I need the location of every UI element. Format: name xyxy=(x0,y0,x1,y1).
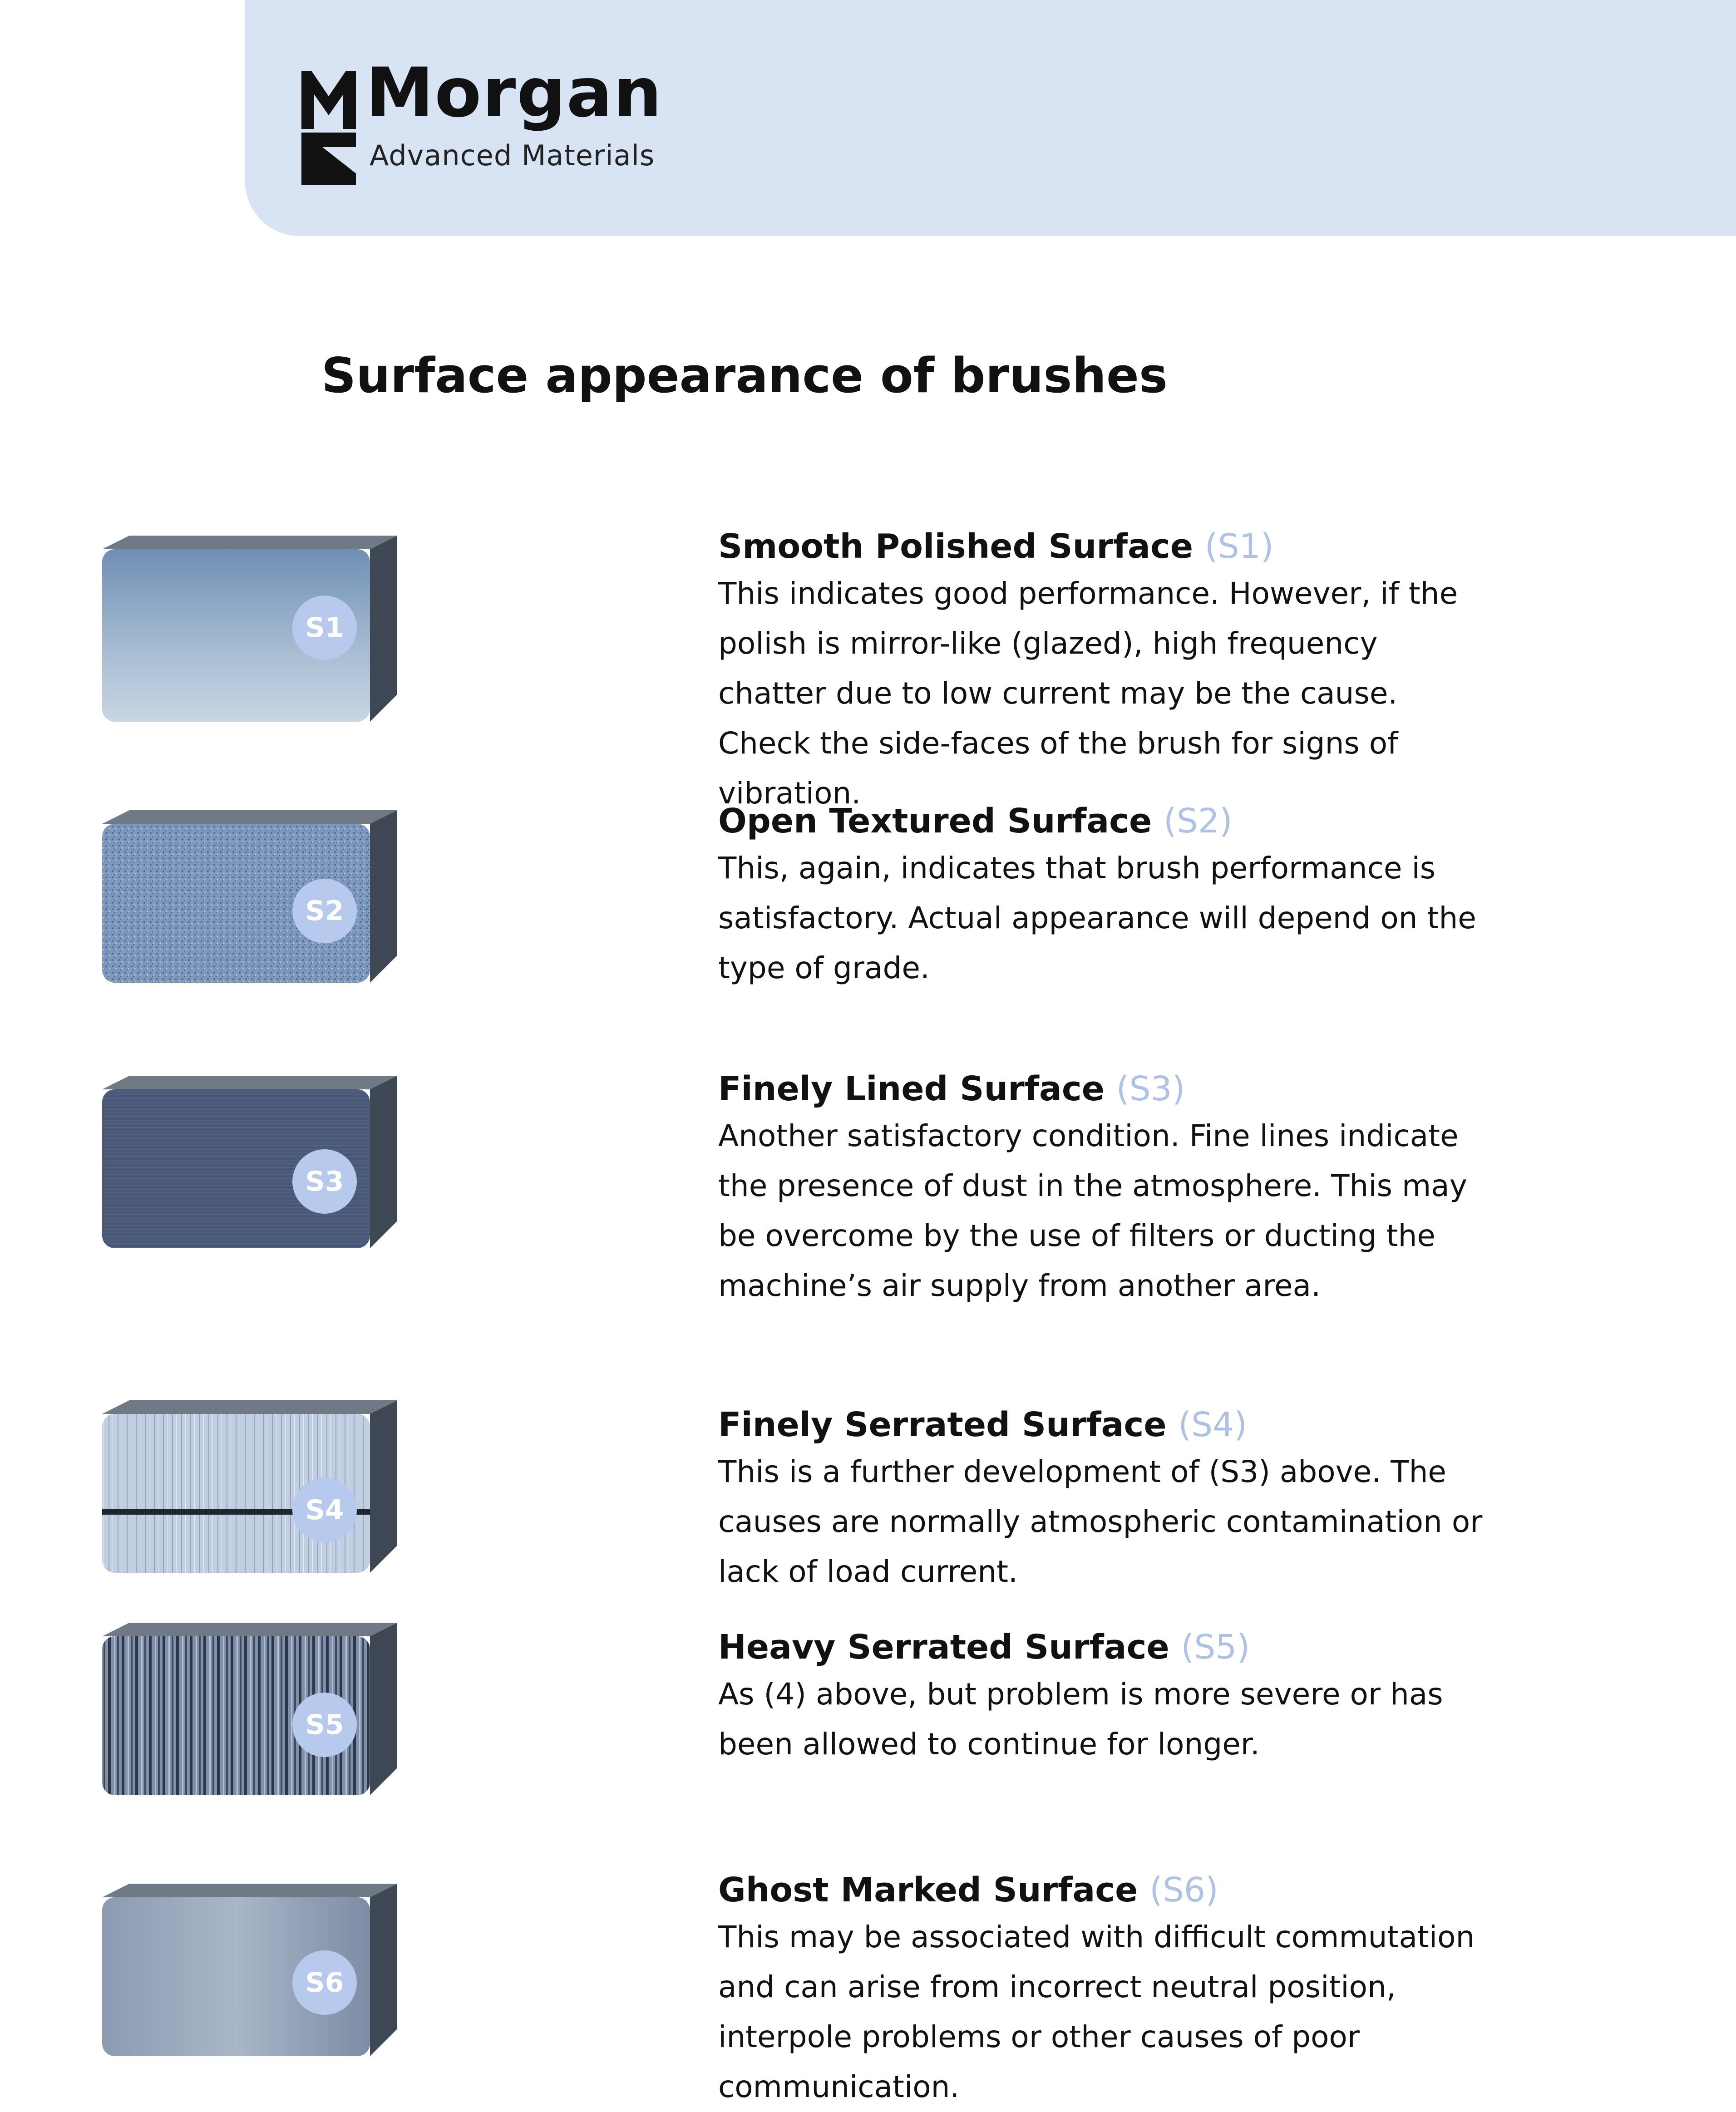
item-body: This may be associated with difficult commutation and can arise from incorrect neutral position, interpole problems or other causes of poor communication. xyxy=(718,1919,1475,2104)
item-body: As (4) above, but problem is more severe or has been allowed to continue for longer. xyxy=(718,1676,1443,1762)
brand-subtitle: Advanced Materials xyxy=(370,139,655,172)
badge-s4: S4 xyxy=(292,1478,357,1542)
item-s4 xyxy=(718,1405,1490,1597)
badge-s1: S1 xyxy=(292,596,357,660)
brush-image-s1 xyxy=(79,531,443,749)
item-s2 xyxy=(718,801,1490,993)
item-s6 xyxy=(718,1870,1490,2112)
badge-s2: S2 xyxy=(292,879,357,943)
item-title-text: Ghost Marked Surface xyxy=(718,1871,1138,1910)
badge-s6: S6 xyxy=(292,1950,357,2015)
item-title-text: Open Textured Surface xyxy=(718,802,1152,841)
item-title xyxy=(718,1870,1490,1910)
brush-image-s4 xyxy=(79,1396,443,1614)
morgan-logo-mark-icon xyxy=(301,71,356,189)
brush-image-s6 xyxy=(79,1879,443,2097)
item-title xyxy=(718,1069,1490,1109)
badge-s3: S3 xyxy=(292,1149,357,1214)
item-code: (S2) xyxy=(1163,802,1233,841)
brush-image-s5 xyxy=(79,1618,443,1836)
item-title xyxy=(718,1627,1490,1668)
item-body: This, again, indicates that brush performance is satisfactory. Actual appearance will depend on the type of grade. xyxy=(718,850,1476,985)
item-code: (S5) xyxy=(1181,1628,1250,1667)
morgan-logo xyxy=(301,54,710,189)
item-s5 xyxy=(718,1627,1490,1769)
item-title xyxy=(718,1405,1490,1445)
brush-image-s2 xyxy=(79,806,443,1024)
item-title-text: Smooth Polished Surface xyxy=(718,527,1194,566)
item-code: (S4) xyxy=(1178,1405,1248,1444)
page-title: Surface appearance of brushes xyxy=(321,348,1168,404)
badge-s5: S5 xyxy=(292,1693,357,1757)
item-title-text: Finely Serrated Surface xyxy=(718,1405,1167,1444)
item-title xyxy=(718,527,1490,567)
brand-name: Morgan xyxy=(366,54,663,133)
item-body: Another satisfactory condition. Fine lines indicate the presence of dust in the atmosphere. This may be overcome by the use of filters or ducting the machine’s air supply from another area. xyxy=(718,1118,1467,1303)
item-code: (S1) xyxy=(1204,527,1274,566)
item-s3 xyxy=(718,1069,1490,1311)
item-title xyxy=(718,801,1490,842)
item-title-text: Heavy Serrated Surface xyxy=(718,1628,1169,1667)
brush-image-s3 xyxy=(79,1071,443,1289)
item-code: (S3) xyxy=(1116,1069,1185,1108)
item-code: (S6) xyxy=(1149,1871,1218,1910)
item-body: This is a further development of (S3) above. The causes are normally atmospheric contamination or lack of load current. xyxy=(718,1454,1483,1589)
item-s1 xyxy=(718,527,1490,818)
item-title-text: Finely Lined Surface xyxy=(718,1069,1105,1108)
item-body: This indicates good performance. However, if the polish is mirror-like (glazed), high frequency chatter due to low current may be the cause. Check the side-faces of the brush for signs of vibration. xyxy=(718,576,1458,811)
